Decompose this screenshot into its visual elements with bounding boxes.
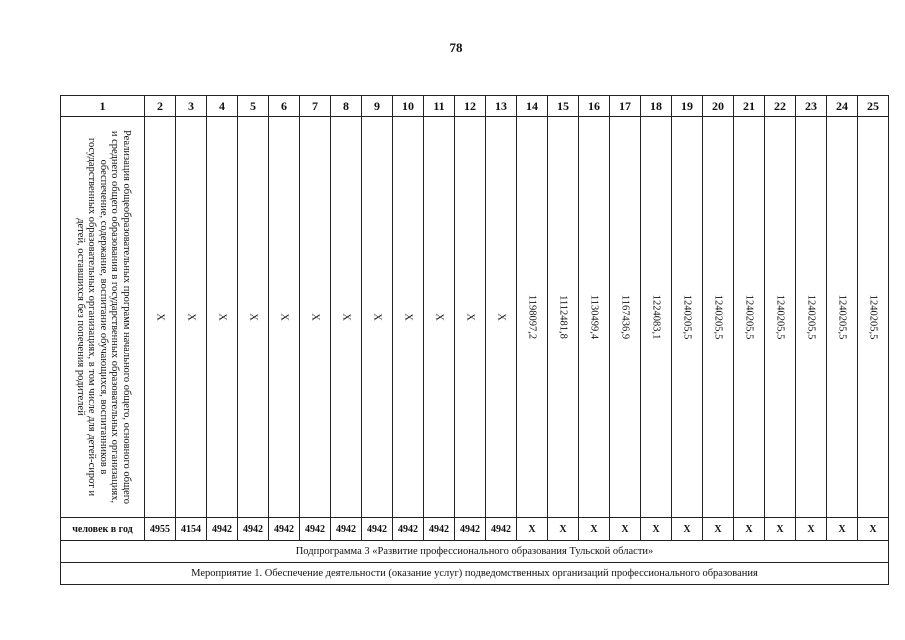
program-value-col-5: [238, 117, 269, 518]
units-value-col-4: 4942: [207, 518, 238, 541]
units-value-col-3: 4154: [176, 518, 207, 541]
program-value-col-14: [517, 117, 548, 518]
event-row: [61, 563, 889, 585]
program-value-col-10: [393, 117, 424, 518]
program-value-col-17: [610, 117, 641, 518]
program-value: 1112481,8: [557, 295, 569, 339]
column-number-20: 20: [703, 96, 734, 117]
units-value-col-11: 4942: [424, 518, 455, 541]
units-value-col-24: X: [827, 518, 858, 541]
program-value-col-21: [734, 117, 765, 518]
units-value-col-18: X: [641, 518, 672, 541]
program-value: 1198097,2: [526, 294, 538, 340]
program-value-col-9: [362, 117, 393, 518]
column-number-2: 2: [145, 96, 176, 117]
program-value: 1240205,5: [681, 294, 693, 340]
units-value-col-22: X: [765, 518, 796, 541]
program-value-col-24: [827, 117, 858, 518]
units-value-col-9: 4942: [362, 518, 393, 541]
program-row: [61, 117, 889, 518]
event-title: Мероприятие 1. Обеспечение деятельности (оказание услуг) подведомственных организаций профессионального образования: [61, 563, 889, 585]
units-value-col-14: X: [517, 518, 548, 541]
column-number-9: 9: [362, 96, 393, 117]
subprogram-title: Подпрограмма 3 «Развитие профессионального образования Тульской области»: [61, 541, 889, 563]
column-number-18: 18: [641, 96, 672, 117]
program-value: X: [433, 313, 445, 321]
column-number-5: 5: [238, 96, 269, 117]
program-value-col-15: [548, 117, 579, 518]
units-value-col-19: X: [672, 518, 703, 541]
program-value: 1167436,9: [619, 294, 631, 340]
units-value-col-23: X: [796, 518, 827, 541]
subprogram-row: [61, 541, 889, 563]
program-value: X: [278, 313, 290, 321]
program-value: 1224083,1: [650, 294, 662, 340]
financing-table: [60, 95, 889, 585]
program-value: X: [371, 313, 383, 321]
program-value: 1130499,4: [588, 294, 600, 340]
program-value-col-6: [269, 117, 300, 518]
program-value-col-8: [331, 117, 362, 518]
program-value: X: [154, 313, 166, 321]
program-value: X: [216, 313, 228, 321]
column-number-row: [61, 96, 889, 117]
program-value: X: [495, 313, 507, 321]
program-value: 1240205,5: [774, 294, 786, 340]
program-value: 1240205,5: [836, 294, 848, 340]
program-value: X: [185, 313, 197, 321]
units-value-col-20: X: [703, 518, 734, 541]
column-number-4: 4: [207, 96, 238, 117]
column-number-24: 24: [827, 96, 858, 117]
units-value-col-13: 4942: [486, 518, 517, 541]
column-number-21: 21: [734, 96, 765, 117]
program-value-col-3: [176, 117, 207, 518]
column-number-23: 23: [796, 96, 827, 117]
units-value-col-8: 4942: [331, 518, 362, 541]
units-value-col-15: X: [548, 518, 579, 541]
program-description: Реализация общеобразовательных программ начального общего, основного общего и среднего общего образования в государственных образовательных организациях, обеспечение, содержание, воспитание обучающихся, воспитанников в государственных образовательных организациях, в том числе для детей-сирот и детей, оставшихся без попечения родителей: [74, 129, 132, 505]
column-number-10: 10: [393, 96, 424, 117]
units-value-col-2: 4955: [145, 518, 176, 541]
program-value-col-20: [703, 117, 734, 518]
units-value-col-16: X: [579, 518, 610, 541]
column-number-17: 17: [610, 96, 641, 117]
program-value-col-18: [641, 117, 672, 518]
program-value: 1240205,5: [867, 294, 879, 340]
units-value-col-10: 4942: [393, 518, 424, 541]
program-value-col-12: [455, 117, 486, 518]
column-number-8: 8: [331, 96, 362, 117]
program-value: X: [402, 313, 414, 321]
program-value-col-4: [207, 117, 238, 518]
program-value: 1240205,5: [743, 294, 755, 340]
column-number-16: 16: [579, 96, 610, 117]
column-number-12: 12: [455, 96, 486, 117]
units-value-col-25: X: [858, 518, 889, 541]
program-value-col-16: [579, 117, 610, 518]
units-value-col-12: 4942: [455, 518, 486, 541]
units-value-col-5: 4942: [238, 518, 269, 541]
program-value: X: [340, 313, 352, 321]
program-value-col-22: [765, 117, 796, 518]
program-value: X: [464, 313, 476, 321]
column-number-7: 7: [300, 96, 331, 117]
program-value-col-13: [486, 117, 517, 518]
program-value: 1240205,5: [805, 294, 817, 340]
program-value: X: [247, 313, 259, 321]
column-number-1: 1: [61, 96, 145, 117]
program-value-col-25: [858, 117, 889, 518]
column-number-15: 15: [548, 96, 579, 117]
units-value-col-17: X: [610, 518, 641, 541]
page-number: 78: [449, 40, 463, 55]
units-row: [61, 518, 889, 541]
program-value-col-23: [796, 117, 827, 518]
units-value-col-6: 4942: [269, 518, 300, 541]
column-number-6: 6: [269, 96, 300, 117]
program-value-col-19: [672, 117, 703, 518]
column-number-22: 22: [765, 96, 796, 117]
program-value: 1240205,5: [712, 294, 724, 340]
column-number-14: 14: [517, 96, 548, 117]
program-value-col-2: [145, 117, 176, 518]
units-value-col-21: X: [734, 518, 765, 541]
column-number-19: 19: [672, 96, 703, 117]
column-number-13: 13: [486, 96, 517, 117]
column-number-3: 3: [176, 96, 207, 117]
program-description-cell: [61, 117, 145, 518]
column-number-25: 25: [858, 96, 889, 117]
units-label: человек в год: [61, 518, 145, 541]
program-value-col-11: [424, 117, 455, 518]
program-value: X: [309, 313, 321, 321]
units-value-col-7: 4942: [300, 518, 331, 541]
column-number-11: 11: [424, 96, 455, 117]
program-value-col-7: [300, 117, 331, 518]
